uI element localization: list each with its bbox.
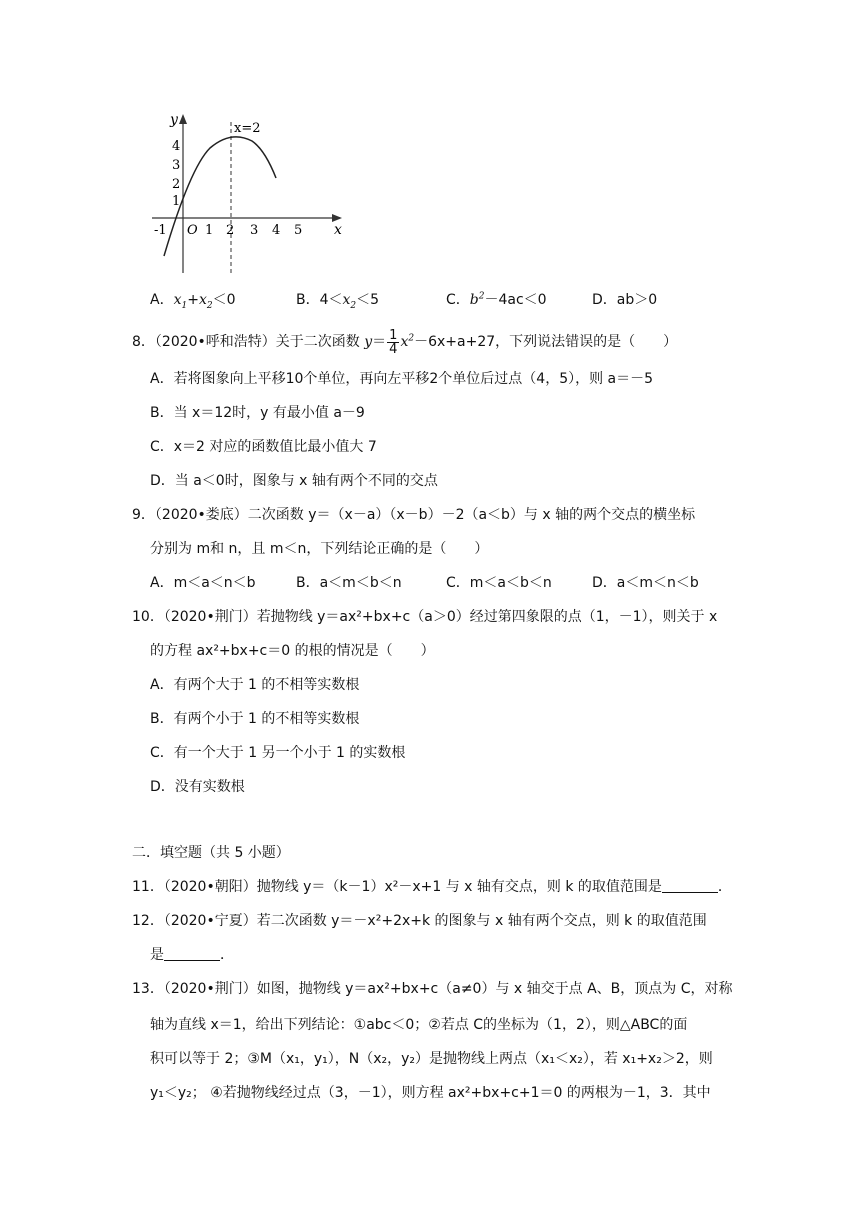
- q11-text: 11．（2020•朝阳）抛物线 y＝（k－1）x²－x+1 与 x 轴有交点，则 k 的取值范围是: [132, 879, 662, 895]
- q8-fraction: [387, 329, 399, 356]
- q12-line2-text: 是: [150, 947, 164, 963]
- x-tick-3: 3: [250, 223, 259, 238]
- parabola-curve: [164, 137, 276, 256]
- q7-c-tail: －4ac＜0: [484, 292, 547, 308]
- q11-line: [132, 877, 732, 897]
- q7-option-a: A．$x_1+x_2<0$: [150, 292, 236, 311]
- q12-line1: 12．（2020•宁夏）若二次函数 y＝－x²+2x+k 的图象与 x 轴有两个交点，则 k 的取值范围: [132, 913, 707, 929]
- q12-period: ．: [220, 947, 234, 963]
- q12-line2: [150, 945, 234, 965]
- origin-label: O: [187, 223, 198, 238]
- q9-line1: 9．（2020•娄底）二次函数 y＝（x－a）（x－b）－2（a＜b）与 x 轴的两个交点的横坐标: [132, 507, 696, 523]
- q10-option-a: A．有两个大于 1 的不相等实数根: [150, 677, 360, 693]
- section-heading: 二．填空题（共 5 小题）: [132, 845, 290, 861]
- q9-line2: 分别为 m和 n，且 m＜n，下列结论正确的是（ ）: [150, 541, 489, 557]
- q10-option-c: C．有一个大于 1 另一个小于 1 的实数根: [150, 745, 406, 761]
- y-tick-3: 3: [172, 158, 181, 173]
- q7-option-d-label: D．: [592, 292, 617, 308]
- q8-stem-post: －6x+a+27，下列说法错误的是（ ）: [414, 334, 678, 350]
- q8-option-a: A．若将图象向上平移10个单位，再向左平移2个单位后过点（4，5），则 a＝－5: [150, 371, 654, 387]
- q7-option-c-label: C．: [446, 292, 470, 308]
- q7-b-x2: $x_2$: [342, 292, 357, 311]
- parabola-figure: [150, 108, 350, 283]
- q11-answer-blank: [662, 878, 718, 893]
- q8-option-b: B．当 x＝12时，y 有最小值 a－9: [150, 405, 365, 421]
- x-axis-label: x: [334, 222, 342, 238]
- q10-line1: 10．（2020•荆门）若抛物线 y＝ax²+bx+c（a＞0）经过第四象限的点（1，－1），则关于 x: [132, 609, 718, 625]
- x-tick-5: 5: [294, 223, 303, 238]
- q10-option-b: B．有两个小于 1 的不相等实数根: [150, 711, 360, 727]
- q7-d-text: ab＞0: [616, 292, 658, 308]
- q13-line2: 轴为直线 x＝1，给出下列结论：①abc＜0；②若点 C的坐标为（1，2），则△ABC的面: [150, 1017, 688, 1033]
- q8-frac-num: 1: [389, 327, 398, 343]
- x-tick-4: 4: [272, 223, 281, 238]
- q8-frac-den: 4: [389, 341, 398, 357]
- q8-y-var: y: [364, 334, 373, 350]
- q8-option-d: D．当 a＜0时，图象与 x 轴有两个不同的交点: [150, 473, 438, 489]
- q13-line3: 积可以等于 2；③M（x₁，y₁），N（x₂，y₂）是抛物线上两点（x₁＜x₂），若 x₁+x₂＞2，则: [150, 1051, 713, 1067]
- q9-option-a: A．m＜a＜n＜b: [150, 575, 256, 591]
- q12-answer-blank: [164, 946, 220, 961]
- q7-option-b: [296, 290, 379, 310]
- q8-stem: 8．（2020•呼和浩特）关于二次函数 y＝ $\frac{1}{4}$ $x^2-6x+a+27$，下列说法错误的是（ ）: [132, 327, 678, 357]
- q9-option-c: C．m＜a＜b＜n: [446, 575, 552, 591]
- q8-option-c: C．x＝2 对应的函数值比最小值大 7: [150, 439, 377, 455]
- q7-option-d: [592, 290, 657, 310]
- q9-option-d: D．a＜m＜n＜b: [592, 575, 699, 591]
- q7-b-tail: ＜5: [356, 292, 380, 308]
- q13-line1: 13．（2020•荆门）如图，抛物线 y＝ax²+bx+c（a≠0）与 x 轴交于点 A、B，顶点为 C，对称: [132, 981, 733, 997]
- y-tick-4: 4: [172, 139, 181, 154]
- y-axis-label: y: [170, 112, 178, 128]
- symmetry-label: x=2: [234, 121, 261, 136]
- q7-a-x2: $x_2$: [198, 292, 213, 311]
- y-tick-2: 2: [172, 177, 181, 192]
- q9-option-b: B．a＜m＜b＜n: [296, 575, 402, 591]
- q11-period: ．: [717, 879, 732, 895]
- q10-option-d: D．没有实数根: [150, 779, 245, 795]
- q7-c-b2: $b^2$: [469, 291, 485, 308]
- y-axis-arrow-icon: [179, 114, 187, 124]
- q7-option-c: [446, 290, 547, 310]
- q8-stem-pre: 8．（2020•呼和浩特）关于二次函数: [132, 334, 360, 350]
- q7-option-b-label: B．4＜: [296, 292, 343, 308]
- q7-a-x1: $x_1$: [173, 292, 188, 311]
- x-axis-arrow-icon: [332, 214, 342, 222]
- x-tick-2: 2: [226, 223, 235, 238]
- q13-line4: y₁＜y₂； ④若抛物线经过点（3，－1），则方程 ax²+bx+c+1＝0 的两根为－1，3．其中: [150, 1085, 711, 1101]
- q10-line2: 的方程 ax²+bx+c＝0 的根的情况是（ ）: [150, 643, 435, 659]
- q7-a-tail: ＜0: [212, 292, 236, 308]
- x-tick-1: 1: [205, 223, 214, 238]
- y-tick-1: 1: [172, 194, 181, 209]
- x-tick-neg1: -1: [154, 223, 167, 238]
- q7-option-a-label: A．: [150, 292, 174, 308]
- q8-x2: $x^2$: [400, 333, 415, 350]
